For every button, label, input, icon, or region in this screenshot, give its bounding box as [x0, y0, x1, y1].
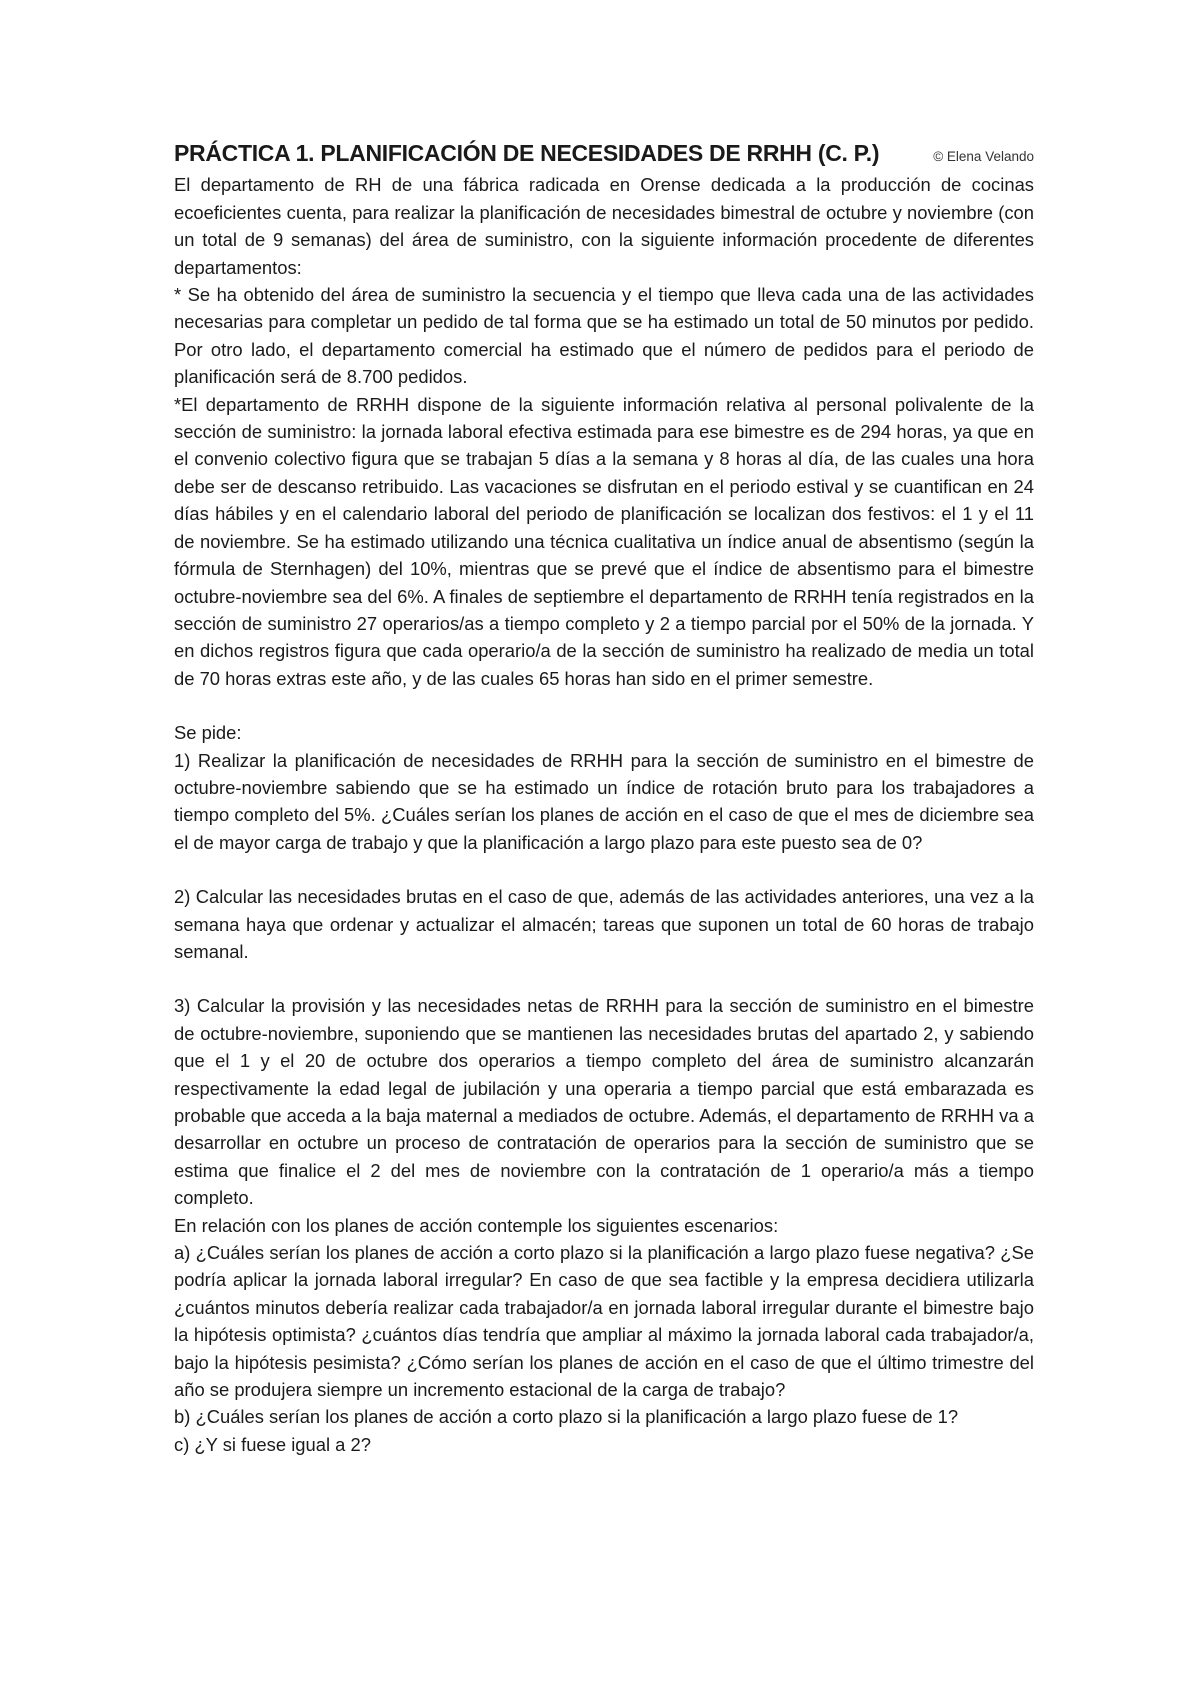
bullet-paragraph-2: *El departamento de RRHH dispone de la siguiente información relativa al personal polivalente de la sección de suministro: la jornada laboral efectiva estimada para ese bimestre es de 294 horas, ya que en el convenio colectivo figura que se trabajan 5 días a la semana y 8 horas al día, de las cuales una hora debe ser de descanso retribuido. Las vacaciones se disfrutan en el periodo estival y se cuantifican en 24 días hábiles y en el calendario laboral del periodo de planificación se localizan dos festivos: el 1 y el 11 de noviembre. Se ha estimado utilizando una técnica cualitativa un índice anual de absentismo (según la fórmula de Sternhagen) del 10%, mientras que se prevé que el índice de absentismo para el bimestre octubre-noviembre sea del 6%. A finales de septiembre el departamento de RRHH tenía registrados en la sección de suministro 27 operarios/as a tiempo completo y 2 a tiempo parcial por el 50% de la jornada. Y en dichos registros figura que cada operario/a de la sección de suministro ha realizado de media un total de 70 horas extras este año, y de las cuales 65 horas han sido en el primer semestre. — [174, 393, 1034, 689]
spacer — [174, 692, 1034, 719]
title-row — [174, 138, 1034, 170]
intro-paragraph: El departamento de RH de una fábrica radicada en Orense dedicada a la producción de cocinas ecoeficientes cuenta, para realizar la planificación de necesidades bimestral de octubre y noviembre (con un total de 9 semanas) del área de suministro, con la siguiente información procedente de diferentes departamentos: — [174, 174, 1034, 278]
question-3b: b) ¿Cuáles serían los planes de acción a corto plazo si la planificación a largo plazo fuese de 1? — [174, 1406, 959, 1428]
document-title: PRÁCTICA 1. PLANIFICACIÓN DE NECESIDADES DE RRHH (C. P.) — [174, 140, 880, 166]
question-2: 2) Calcular las necesidades brutas en el caso de que, además de las actividades anteriores, una vez a la semana haya que ordenar y actualizar el almacén; tareas que suponen un total de 60 horas de trabajo semanal. — [174, 886, 1034, 962]
question-3: 3) Calcular la provisión y las necesidades netas de RRHH para la sección de suministro en el bimestre de octubre-noviembre, suponiendo que se mantienen las necesidades brutas del apartado 2, y sabiendo que el 1 y el 20 de octubre dos operarios a tiempo completo del área de suministro alcanzarán respectivamente la edad legal de jubilación y una operaria a tiempo parcial que está embarazada es probable que acceda a la baja maternal a mediados de octubre. Además, el departamento de RRHH va a desarrollar en octubre un proceso de contratación de operarios para la sección de suministro que se estima que finalice el 2 del mes de noviembre con la contratación de 1 operario/a más a tiempo completo. — [174, 995, 1034, 1209]
question-3-scenarios: En relación con los planes de acción contemple los siguientes escenarios: — [174, 1214, 779, 1236]
copyright-notice: © Elena Velando — [933, 149, 1034, 164]
bullet-paragraph-1: * Se ha obtenido del área de suministro la secuencia y el tiempo que lleva cada una de las actividades necesarias para completar un pedido de tal forma que se ha estimado un total de 50 minutos por pedido. Por otro lado, el departamento comercial ha estimado que el número de pedidos para el periodo de planificación será de 8.700 pedidos. — [174, 284, 1034, 388]
spacer — [174, 965, 1034, 992]
document-page — [174, 138, 1034, 1458]
question-3c: c) ¿Y si fuese igual a 2? — [174, 1433, 371, 1455]
question-1: 1) Realizar la planificación de necesidades de RRHH para la sección de suministro en el bimestre de octubre-noviembre sabiendo que se ha estimado un índice de rotación bruto para los trabajadores a tiempo completo del 5%. ¿Cuáles serían los planes de acción en el caso de que el mes de diciembre sea el de mayor carga de trabajo y que la planificación a largo plazo para este puesto sea de 0? — [174, 749, 1034, 853]
spacer — [174, 856, 1034, 883]
question-3a: a) ¿Cuáles serían los planes de acción a corto plazo si la planificación a largo plazo fuese negativa? ¿Se podría aplicar la jornada laboral irregular? En caso de que sea factible y la empresa decidiera utilizarla ¿cuántos minutos debería realizar cada trabajador/a en jornada laboral irregular durante el bimestre bajo la hipótesis optimista? ¿cuántos días tendría que ampliar al máximo la jornada laboral cada trabajador/a, bajo la hipótesis pesimista? ¿Cómo serían los planes de acción en el caso de que el último trimestre del año se produjera siempre un incremento estacional de la carga de trabajo? — [174, 1242, 1034, 1401]
se-pide-heading: Se pide: — [174, 722, 242, 744]
